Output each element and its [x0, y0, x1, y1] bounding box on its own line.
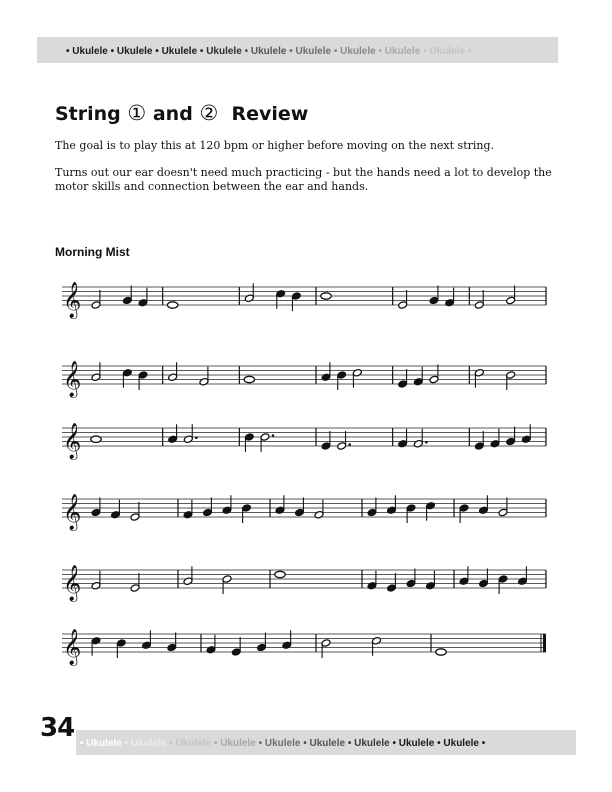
footer-ukulele-banner — [80, 738, 485, 749]
page-number: 34 — [40, 713, 75, 743]
banner-bullet: • — [423, 46, 430, 57]
song-title: Morning Mist — [55, 245, 130, 259]
banner-bullet: • — [481, 738, 486, 749]
augmentation-dot — [348, 443, 351, 446]
staff-system — [62, 565, 546, 602]
augmentation-dot — [425, 441, 428, 444]
whole-note — [436, 649, 446, 655]
whole-note — [275, 571, 285, 577]
staff-system — [62, 361, 546, 398]
banner-bullet: • — [155, 46, 162, 57]
header-banner-word: Ukulele — [384, 46, 421, 57]
banner-bullet: • — [199, 46, 207, 57]
whole-note — [91, 436, 101, 442]
treble-clef-icon: 𝄞 — [63, 361, 82, 397]
footer-banner-word: Ukulele — [264, 738, 301, 749]
string-1-symbol: ① — [127, 101, 147, 125]
footer-banner-word: Ukulele — [130, 738, 167, 749]
staff-system — [62, 423, 546, 460]
footer-banner-word: Ukulele — [354, 738, 390, 749]
banner-bullet: • — [303, 738, 310, 749]
banner-bullet: • — [333, 46, 341, 57]
header-banner-word: Ukulele — [116, 46, 153, 57]
banner-bullet: • — [110, 46, 117, 57]
whole-note — [321, 293, 331, 299]
whole-note — [167, 302, 177, 308]
header-banner-word: Ukulele — [206, 46, 242, 57]
banner-bullet: • — [378, 46, 385, 57]
string-2-symbol: ② — [199, 101, 219, 125]
treble-clef-icon: 𝄞 — [63, 629, 82, 665]
goal-paragraph: The goal is to play this at 120 bpm or higher before moving on the next string. — [55, 139, 495, 152]
final-barline — [543, 634, 546, 652]
banner-bullet: • — [244, 46, 251, 57]
banner-bullet: • — [467, 46, 472, 57]
treble-clef-icon: 𝄞 — [63, 423, 82, 459]
header-banner-word: Ukulele — [161, 46, 198, 57]
title-suffix: Review — [231, 103, 309, 125]
treble-clef-icon: 𝄞 — [63, 565, 82, 601]
banner-bullet: • — [258, 738, 265, 749]
header-banner-word: Ukulele — [72, 46, 108, 57]
title-prefix: String — [55, 103, 121, 125]
header-banner-word: Ukulele — [250, 46, 287, 57]
banner-bullet: • — [213, 738, 221, 749]
footer-banner-word: Ukulele — [86, 738, 122, 749]
practice-paragraph: Turns out our ear doesn't need much practicing - but the hands need a lot to develop the motor skills and connection between the ear and hands. — [55, 166, 552, 193]
footer-banner-word: Ukulele — [175, 738, 212, 749]
header-banner-word: Ukulele — [295, 46, 332, 57]
augmentation-dot — [195, 436, 198, 439]
footer-banner-word: Ukulele — [309, 738, 346, 749]
whole-note — [244, 376, 254, 382]
banner-bullet: • — [437, 738, 444, 749]
treble-clef-icon: 𝄞 — [63, 494, 82, 530]
banner-bullet: • — [347, 738, 355, 749]
augmentation-dot — [272, 434, 275, 437]
staff-system — [62, 629, 546, 666]
header-banner-word: Ukulele — [340, 46, 376, 57]
banner-bullet: • — [124, 738, 131, 749]
banner-bullet: • — [80, 738, 87, 749]
footer-banner-word: Ukulele — [443, 738, 479, 749]
banner-bullet: • — [392, 738, 399, 749]
banner-bullet: • — [169, 738, 176, 749]
banner-bullet: • — [66, 46, 73, 57]
staff-system — [62, 282, 546, 319]
header-banner-word: Ukulele — [429, 46, 465, 57]
title-conjunction: and — [152, 103, 193, 125]
staff-system — [62, 494, 546, 531]
treble-clef-icon: 𝄞 — [63, 282, 82, 318]
footer-banner-word: Ukulele — [220, 738, 256, 749]
banner-bullet: • — [289, 46, 296, 57]
footer-banner-word: Ukulele — [398, 738, 435, 749]
